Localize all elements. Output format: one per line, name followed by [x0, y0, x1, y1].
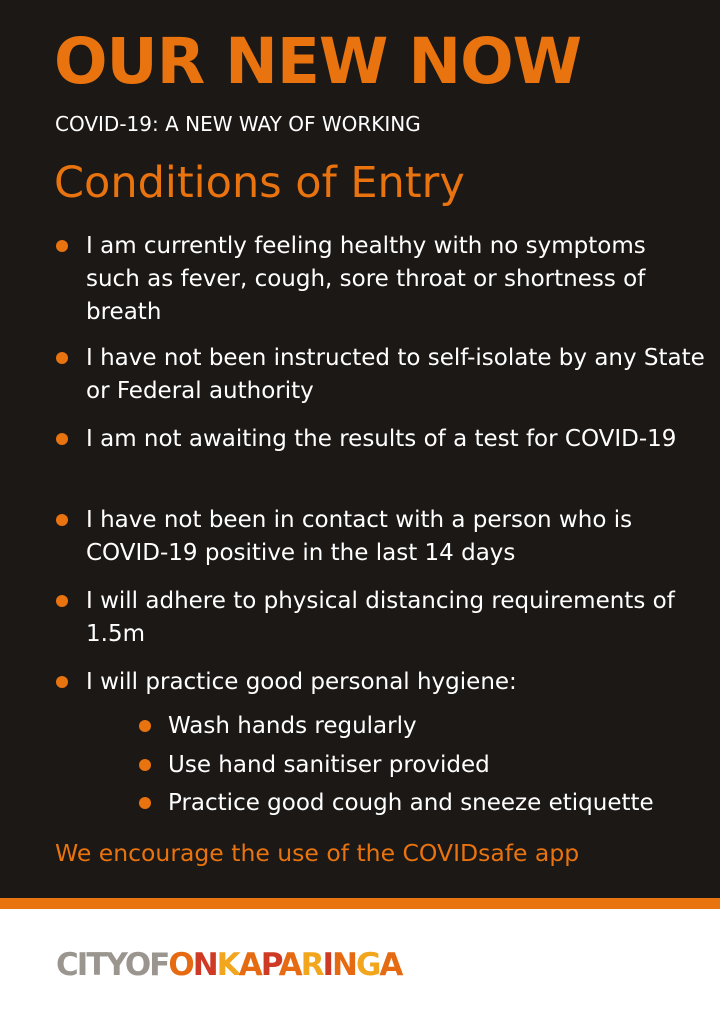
condition-text: I am not awaiting the results of a test for COVID-19 — [86, 426, 677, 452]
condition-text: I am currently feeling healthy with no symptoms such as fever, cough, sore throat or shortness of breath — [86, 233, 646, 325]
bullet-icon — [139, 720, 151, 732]
logo-letter: N — [192, 947, 217, 983]
hygiene-text: Use hand sanitiser provided — [168, 752, 490, 778]
logo-text — [56, 947, 401, 983]
poster-title: OUR NEW NOW — [54, 25, 582, 98]
city-of-onkaparinga-logo — [56, 947, 401, 983]
logo-letter: R — [300, 947, 323, 983]
logo-letter: T — [86, 947, 106, 983]
section-heading: Conditions of Entry — [54, 158, 465, 208]
bullet-icon — [139, 759, 151, 771]
logo-letter: I — [322, 947, 332, 983]
logo-letter: N — [332, 947, 356, 983]
bullet-icon — [56, 433, 68, 445]
logo-letter: A — [379, 947, 402, 983]
logo-letter: G — [355, 947, 380, 983]
logo-letter: K — [216, 947, 239, 983]
bullet-icon — [56, 514, 68, 526]
hygiene-text: Practice good cough and sneeze etiquette — [168, 790, 654, 816]
bullet-icon — [56, 595, 68, 607]
condition-text: I will adhere to physical distancing requirements of 1.5m — [86, 588, 675, 647]
bullet-icon — [139, 797, 151, 809]
condition-text: I have not been instructed to self-isolate by any State or Federal authority — [86, 345, 705, 404]
logo-letter: A — [238, 947, 261, 983]
logo-letter: O — [124, 947, 150, 983]
condition-text: I will practice good personal hygiene: — [86, 669, 517, 695]
logo-letter: F — [149, 947, 169, 983]
logo-letter: A — [278, 947, 301, 983]
bullet-icon — [56, 676, 68, 688]
app-note: We encourage the use of the COVIDsafe app — [55, 839, 580, 867]
orange-stripe — [0, 898, 720, 909]
bullet-icon — [56, 352, 68, 364]
logo-letter: O — [168, 947, 193, 983]
logo-letter: Y — [105, 947, 125, 983]
logo-letter: I — [76, 947, 87, 983]
condition-text: I have not been in contact with a person who is COVID-19 positive in the last 14 days — [86, 507, 633, 566]
bullet-icon — [56, 240, 68, 252]
logo-letter: C — [56, 947, 77, 983]
logo-letter: P — [260, 947, 279, 983]
poster-subtitle: COVID-19: A NEW WAY OF WORKING — [55, 112, 421, 136]
hygiene-text: Wash hands regularly — [168, 713, 417, 739]
